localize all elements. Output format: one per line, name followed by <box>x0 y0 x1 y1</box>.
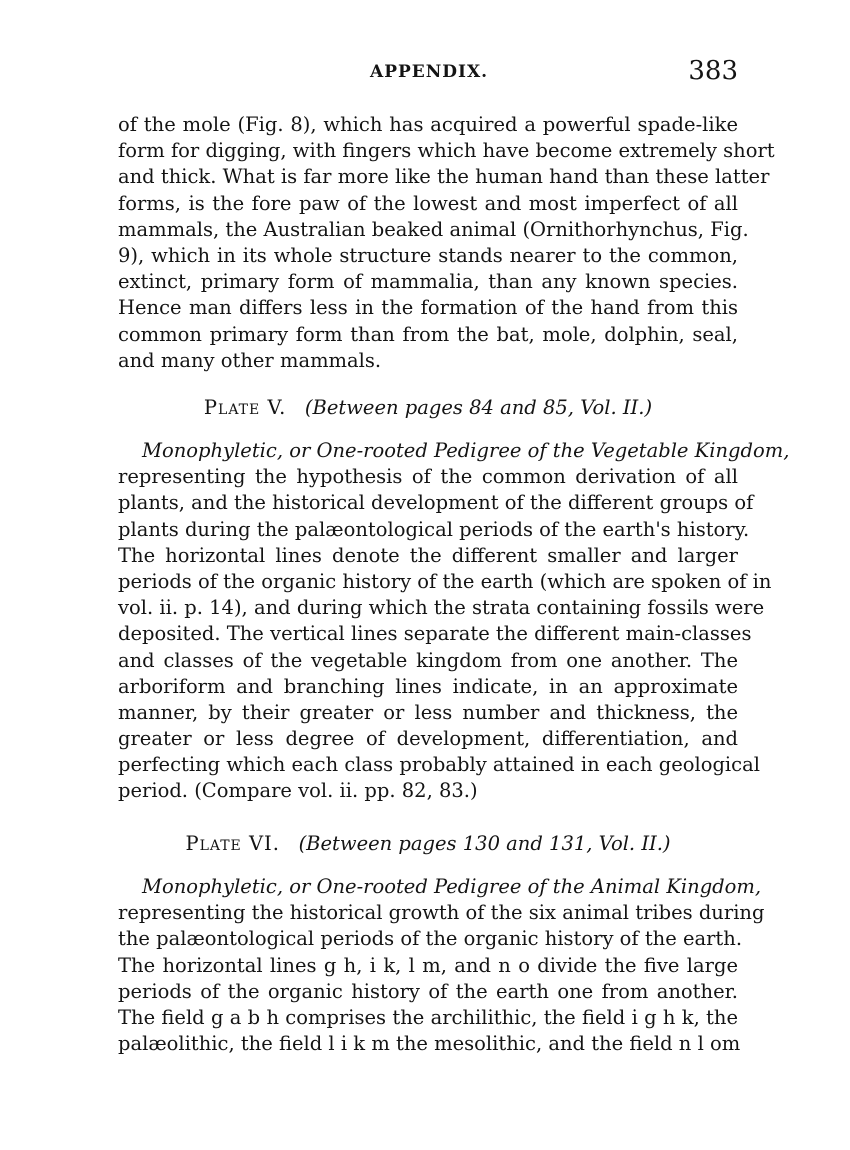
plate-reference: (Between pages 130 and 131, Vol. II.) <box>298 832 671 855</box>
text-line: Monophyletic, or One-rooted Pedigree of the Vegetable Kingdom, <box>142 439 790 462</box>
text-line: the palæontological periods of the organic history of the earth. <box>118 927 743 951</box>
plate-label: Plate VI. <box>185 832 280 855</box>
page-number: 383 <box>688 56 738 86</box>
text-line: extinct, primary form of mammalia, than any known species. <box>118 270 738 294</box>
text-line: plants, and the historical development of the different groups of <box>118 491 754 515</box>
text-line: and thick. What is far more like the human hand than these latter <box>118 165 770 189</box>
text-line: manner, by their greater or less number and thickness, the <box>118 700 738 724</box>
text-line: deposited. The vertical lines separate the different main-classes <box>118 622 752 646</box>
text-line: representing the hypothesis of the common derivation of all <box>118 465 738 489</box>
running-head <box>118 56 738 90</box>
plate-label: Plate V. <box>203 396 287 419</box>
text-line: palæolithic, the field l i k m the mesolithic, and the field n l om <box>118 1032 741 1056</box>
text-line: The horizontal lines denote the different smaller and larger <box>118 543 738 567</box>
paragraph-plate-v <box>118 438 790 805</box>
text-line: representing the historical growth of the six animal tribes during <box>118 901 765 925</box>
text-line: vol. ii. p. 14), and during which the strata containing fossils were <box>118 596 765 620</box>
text-line: Hence man differs less in the formation of the hand from this <box>118 296 738 320</box>
text-line: periods of the organic history of the earth (which are spoken of in <box>118 569 772 593</box>
text-line: periods of the organic history of the earth one from another. <box>118 979 738 1003</box>
text-line: period. (Compare vol. ii. pp. 82, 83.) <box>118 779 478 803</box>
text-line: and many other mammals. <box>118 348 382 372</box>
text-line: mammals, the Australian beaked animal (Ornithorhynchus, Fig. <box>118 217 749 241</box>
text-line: perfecting which each class probably attained in each geological <box>118 753 760 777</box>
text-line: Monophyletic, or One-rooted Pedigree of the Animal Kingdom, <box>142 875 762 898</box>
text-line: plants during the palæontological periods of the earth's history. <box>118 517 750 541</box>
text-line: form for digging, with fingers which have become extremely short <box>118 139 775 163</box>
text-line: greater or less degree of development, differentiation, and <box>118 727 738 751</box>
text-line: The field g a b h comprises the archilithic, the field i g h k, the <box>118 1005 738 1029</box>
text-line: The horizontal lines g h, i k, l m, and n o divide the five large <box>118 953 738 977</box>
text-line: and classes of the vegetable kingdom from one another. The <box>118 648 738 672</box>
paragraph-mole <box>118 112 775 374</box>
text-line: forms, is the fore paw of the lowest and most imperfect of all <box>118 191 738 215</box>
plate-v-heading <box>118 396 738 424</box>
plate-vi-heading <box>118 832 738 860</box>
running-title: APPENDIX. <box>370 62 489 82</box>
plate-reference: (Between pages 84 and 85, Vol. II.) <box>304 396 653 419</box>
paragraph-plate-vi <box>118 874 765 1057</box>
text-line: arboriform and branching lines indicate, in an approximate <box>118 674 738 698</box>
text-line: common primary form than from the bat, mole, dolphin, seal, <box>118 322 738 346</box>
text-line: 9), which in its whole structure stands nearer to the common, <box>118 243 738 267</box>
text-line: of the mole (Fig. 8), which has acquired a powerful spade-like <box>118 113 738 136</box>
